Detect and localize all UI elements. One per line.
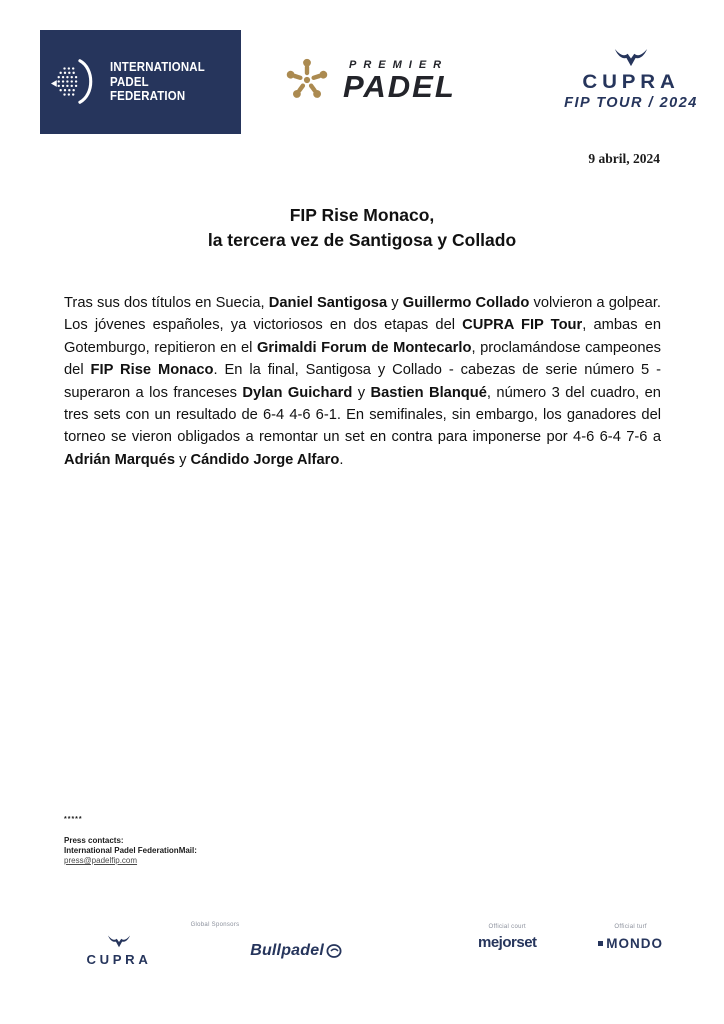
- global-sponsors-group: [84, 922, 346, 967]
- bullpadel-wordmark: Bullpadel: [250, 941, 324, 959]
- bullpadel-logo: [250, 942, 342, 960]
- cupra-bull-icon: [106, 934, 132, 950]
- padel-racket-icon: [50, 55, 104, 109]
- cupra-footer-logo: [88, 934, 150, 967]
- official-partners-group: [478, 924, 663, 951]
- mondo-wordmark: MONDO: [606, 936, 663, 951]
- date: 9 abril, 2024: [588, 151, 660, 166]
- official-turf-label: Official turf: [614, 924, 647, 930]
- cupra-wordmark: CUPRA: [582, 72, 680, 93]
- press-contacts-org: International Padel FederationMail:: [64, 846, 197, 855]
- mondo-logo-block: [598, 924, 663, 951]
- official-court-label: Official court: [488, 924, 526, 930]
- ipf-logo-text: INTERNATIONAL PADEL FEDERATION: [110, 59, 205, 104]
- premier-wordmark: PREMIER: [349, 58, 449, 71]
- mejorset-logo-block: [478, 924, 537, 951]
- mondo-square-icon: [598, 941, 603, 946]
- press-contacts-block: [64, 815, 197, 865]
- page-title: [64, 203, 660, 253]
- padel-wordmark: PADEL: [343, 68, 456, 104]
- fip-tour-2024-text: FIP TOUR / 2024: [564, 95, 698, 111]
- global-sponsors-label: Global Sponsors: [190, 922, 240, 928]
- ipf-logo: [40, 30, 241, 134]
- cupra-footer-wordmark: CUPRA: [86, 953, 152, 967]
- premier-padel-flower-icon: [283, 56, 331, 104]
- mejorset-wordmark: mejorset: [478, 934, 537, 951]
- press-email-link[interactable]: press@padelfip.com: [64, 856, 138, 865]
- separator-stars: *****: [64, 816, 83, 823]
- title-line-2: la tercera vez de Santigosa y Collado: [207, 230, 517, 250]
- premier-padel-logo: [283, 56, 456, 104]
- title-line-1: FIP Rise Monaco,: [289, 205, 435, 225]
- press-release-body: Tras sus dos títulos en Suecia, Daniel Santigosa y Guillermo Collado volvieron a golpear. Los jóvenes españoles, ya victoriosos en dos etapas del CUPRA FIP Tour, ambas en Gotemburgo, repitieron en el Grimaldi Forum de Montecarlo, proclamándose campeones del FIP Rise Monaco. En la final, Santigosa y Collado - cabezas de serie número 5 - superaron a los franceses Dylan Guichard y Bastien Blanqué, número 3 del cuadro, en tres sets con un resultado de 6-4 4-6 6-1. En semifinales, sin embargo, los ganadores del torneo se vieron obligados a remontar un set en contra para imponerse por 4-6 6-4 7-6 a Adrián Marqués y Cándido Jorge Alfaro.: [64, 295, 662, 468]
- press-contacts-heading: Press contacts:: [64, 836, 124, 845]
- cupra-bull-icon: [612, 47, 650, 70]
- bullpadel-ball-icon: [326, 943, 342, 959]
- cupra-fip-tour-logo: [551, 47, 711, 111]
